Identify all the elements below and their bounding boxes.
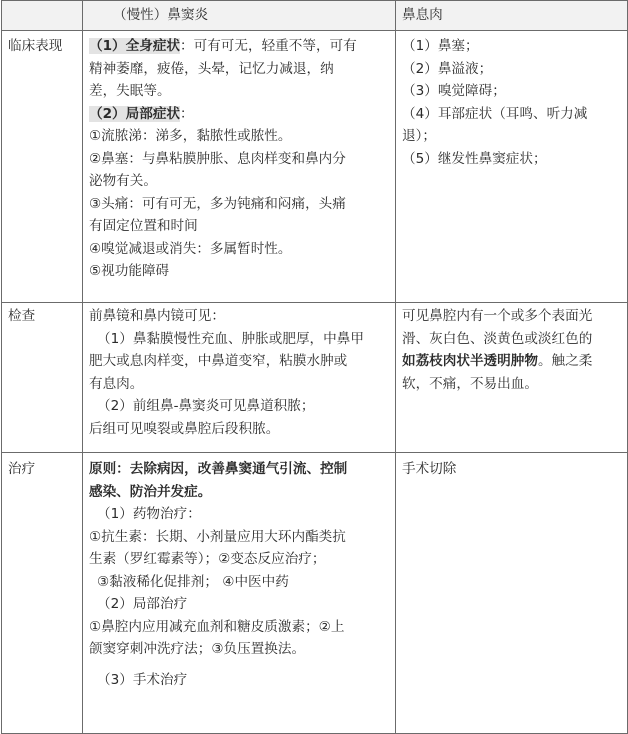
exam-polyp-line: 可见鼻腔内有一个或多个表面光 bbox=[402, 308, 593, 324]
systemic-symptoms-line-2: 精神萎靡，疲倦，头晕，记忆力减退，纳 bbox=[89, 60, 334, 77]
exam-sinusitis-cell bbox=[83, 303, 396, 453]
exam-polyp-cell bbox=[396, 303, 628, 453]
exam-sinusitis-line: 肥大或息肉样变，中鼻道变窄，粘膜水肿或 bbox=[89, 353, 348, 369]
local-symptom-item: 泌物有关。 bbox=[89, 173, 157, 189]
systemic-symptoms-title: （1）全身症状 bbox=[89, 38, 181, 54]
exam-polyp-line: 软，不痛，不易出血。 bbox=[402, 375, 538, 392]
exam-polyp-line: 滑、灰白色、淡黄色或淡红色的 bbox=[402, 330, 593, 347]
exam-sinusitis-line: 有息肉。 bbox=[89, 375, 144, 392]
local-symptom-item: ③头痛：可有可无，多为钝痛和闷痛，头痛 bbox=[89, 195, 346, 212]
treatment-label: 治疗 bbox=[2, 453, 83, 734]
header-cell-empty bbox=[2, 1, 83, 31]
spacer bbox=[89, 661, 389, 669]
exam-sinusitis-line: （2）前组鼻-鼻窦炎可见鼻道积脓； bbox=[97, 398, 315, 414]
treatment-item: ①鼻腔内应用减充血剂和糖皮质激素；②上 bbox=[89, 618, 345, 635]
treatment-polyp-cell: 手术切除 bbox=[396, 453, 628, 734]
local-symptom-item: ②鼻塞：与鼻粘膜肿胀、息肉样变和鼻内分 bbox=[89, 150, 346, 167]
clinical-polyp-cell bbox=[396, 31, 628, 303]
systemic-symptoms-text: ：可有可无，轻重不等，可有 bbox=[180, 38, 357, 54]
treatment-principle-line: 感染、防治并发症。 bbox=[89, 483, 212, 500]
clinical-label: 临床表现 bbox=[2, 31, 83, 303]
treatment-surgery: （3）手术治疗 bbox=[97, 671, 188, 688]
exam-sinusitis-line: 前鼻镜和鼻内镜可见： bbox=[89, 308, 225, 324]
header-nasal-polyp: 鼻息肉 bbox=[396, 1, 628, 31]
polyp-symptom-item: （4）耳部症状（耳鸣、听力减 bbox=[402, 105, 588, 122]
treatment-item: （1）药物治疗： bbox=[97, 506, 201, 522]
treatment-item: ①抗生素：长期、小剂量应用大环内酯类抗 bbox=[89, 528, 346, 545]
header-sinusitis: （慢性）鼻窦炎 bbox=[83, 1, 396, 31]
local-symptom-item: ⑤视功能障碍 bbox=[89, 263, 170, 279]
polyp-symptom-item: （3）嗅觉障碍； bbox=[402, 83, 506, 99]
treatment-item: 颌窦穿刺冲洗疗法；③负压置换法。 bbox=[89, 641, 306, 657]
clinical-row bbox=[2, 31, 628, 303]
polyp-symptom-item: （5）继发性鼻窦症状； bbox=[402, 150, 547, 167]
polyp-symptom-item: （2）鼻溢液； bbox=[402, 60, 493, 77]
treatment-item: （2）局部治疗 bbox=[97, 596, 188, 612]
local-symptom-item: ④嗅觉减退或消失：多属暂时性。 bbox=[89, 240, 292, 257]
header-row bbox=[2, 1, 628, 31]
treatment-sinusitis-cell bbox=[83, 453, 396, 734]
polyp-appearance-emphasis: 如荔枝肉状半透明肿物 bbox=[402, 353, 538, 369]
local-symptoms-title: （2）局部症状 bbox=[89, 105, 181, 122]
exam-sinusitis-line: （1）鼻黏膜慢性充血、肿胀或肥厚，中鼻甲 bbox=[97, 330, 364, 347]
exam-polyp-line bbox=[402, 350, 621, 373]
local-symptoms-line bbox=[89, 103, 389, 126]
systemic-symptoms-line-1 bbox=[89, 35, 389, 58]
local-symptom-item: 有固定位置和时间 bbox=[89, 218, 198, 234]
clinical-sinusitis-cell bbox=[83, 31, 396, 303]
systemic-symptoms-line-3: 差，失眠等。 bbox=[89, 83, 171, 99]
treatment-row bbox=[2, 453, 628, 734]
local-symptom-item: ①流脓涕：涕多，黏脓性或脓性。 bbox=[89, 128, 292, 144]
exam-row bbox=[2, 303, 628, 453]
treatment-item: ③黏液稀化促排剂； ④中医中药 bbox=[97, 573, 289, 590]
polyp-symptom-item: 退）； bbox=[402, 128, 436, 144]
comparison-table bbox=[1, 0, 628, 734]
treatment-principle-line: 原则：去除病因，改善鼻窦通气引流、控制 bbox=[89, 461, 348, 477]
polyp-symptom-item: （1）鼻塞； bbox=[402, 38, 479, 54]
exam-sinusitis-line: 后组可见嗅裂或鼻腔后段积脓。 bbox=[89, 420, 280, 437]
local-symptoms-colon: ： bbox=[180, 105, 194, 122]
exam-label: 检查 bbox=[2, 303, 83, 453]
exam-polyp-text: 。触之柔 bbox=[537, 353, 593, 369]
treatment-item: 生素（罗红霉素等）；②变态反应治疗； bbox=[89, 551, 326, 567]
